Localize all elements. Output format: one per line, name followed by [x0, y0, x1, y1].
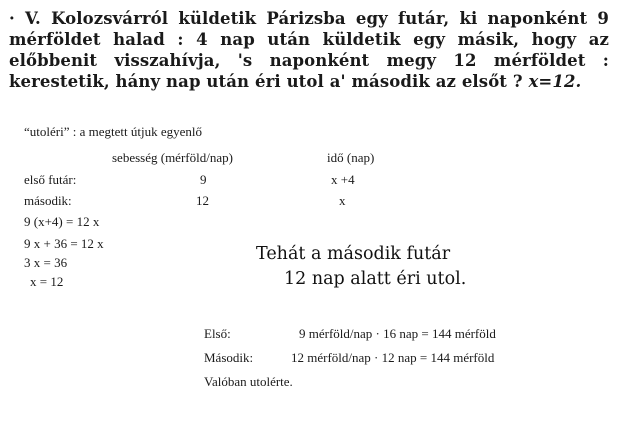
row-first-label: első futár:	[24, 172, 77, 187]
header-speed: sebesség (mérföld/nap)	[112, 150, 233, 165]
check-first-label: Első:	[204, 326, 231, 341]
conclusion-line-1: Tehát a második futár	[256, 244, 451, 264]
check-second-label: Második:	[204, 350, 254, 365]
problem-text: · V. Kolozsvárról küldetik Párizsba egy futár, ki naponként 9 mérföldet halad : 4 nap után küldetik egy másik, hogy az előbbenit visszahívja, 's naponként megy 12 mérföldet : kerestetik, hány nap után éri utol a' második az elsőt ?	[9, 9, 609, 91]
problem-statement	[9, 8, 609, 92]
header-time: idő (nap)	[327, 150, 375, 165]
equation-1: 9 (x+4) = 12 x	[24, 214, 100, 229]
equation-3: 3 x = 36	[24, 255, 68, 270]
check-second-calc: 12 mérföld/nap · 12 nap = 144 mérföld	[291, 350, 495, 365]
row-second-speed: 12	[196, 193, 209, 208]
definition-note: “utoléri” : a megtett útjuk egyenlő	[24, 124, 202, 139]
row-second-label: második:	[24, 193, 72, 208]
check-verdict: Valóban utolérte.	[204, 374, 293, 389]
check-first-calc: 9 mérföld/nap · 16 nap = 144 mérföld	[299, 326, 496, 341]
row-second-time: x	[339, 193, 346, 208]
equation-4: x = 12	[30, 274, 64, 289]
problem-answer: x=12.	[528, 72, 582, 91]
conclusion-line-2: 12 nap alatt éri utol.	[284, 269, 467, 289]
row-first-speed: 9	[200, 172, 207, 187]
equation-2: 9 x + 36 = 12 x	[24, 236, 104, 251]
row-first-time: x +4	[331, 172, 355, 187]
